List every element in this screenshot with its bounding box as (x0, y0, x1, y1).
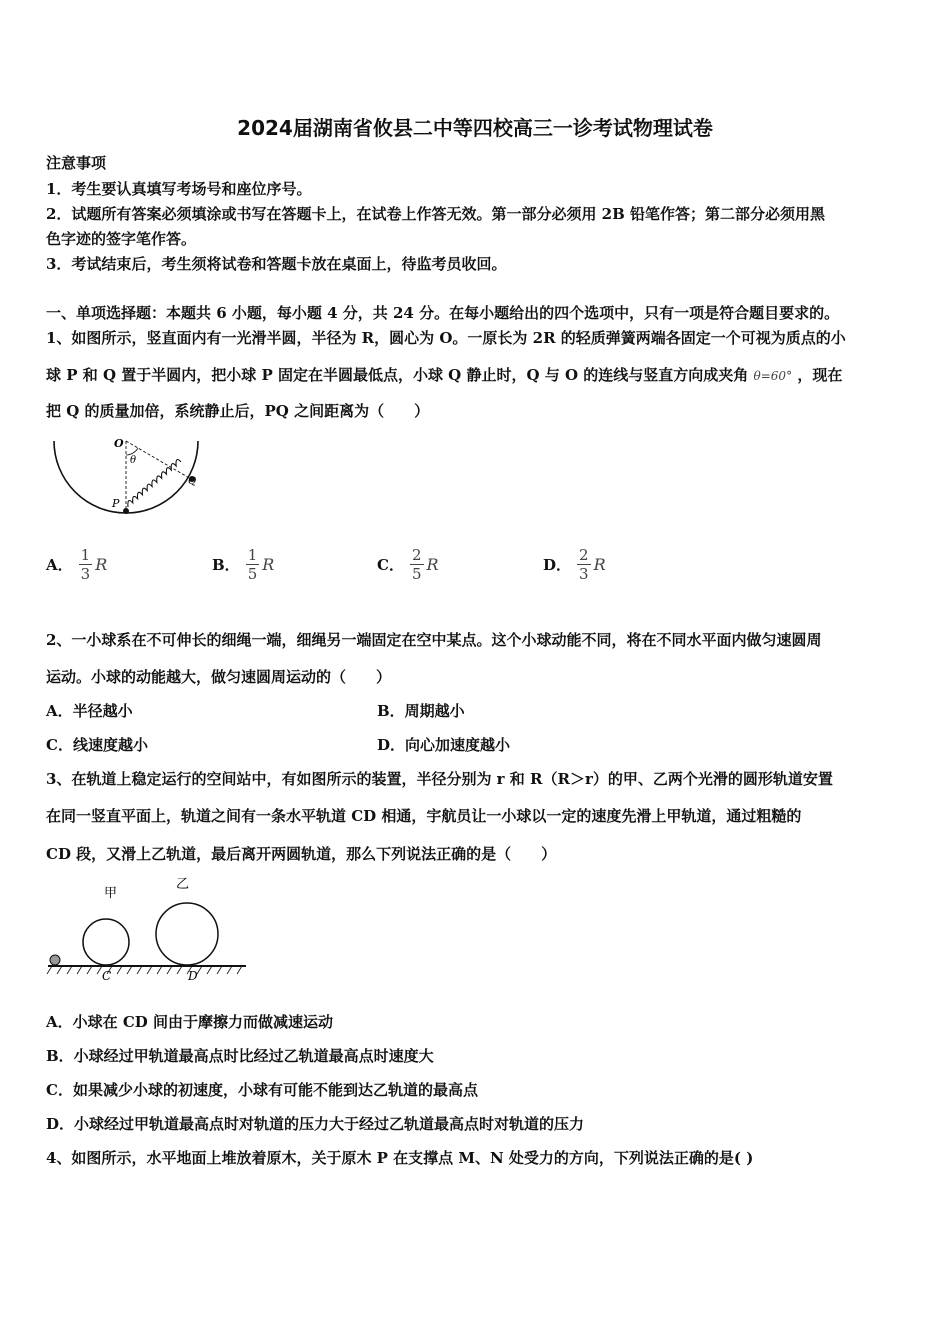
q3-option-d[interactable]: D．小球经过甲轨道最高点时对轨道的压力大于经过乙轨道最高点时对轨道的压力 (46, 1115, 585, 1133)
loop-jia (83, 919, 129, 965)
option-label: A． (46, 556, 73, 574)
q2-option-b[interactable]: B．周期越小 (377, 702, 465, 720)
fraction: $\frac{2}{5}$ (411, 546, 422, 583)
ball (50, 955, 60, 965)
notice-item: 色字迹的签字笔作答。 (46, 230, 197, 248)
q1-option-d[interactable] (543, 546, 606, 583)
question-4-line: 4、如图所示，水平地面上堆放着原木，关于原木 P 在支撑点 M、N 处受力的方向，下列说法正确的是( ) (46, 1149, 754, 1167)
angle-arc (126, 448, 138, 455)
fraction: $\frac{1}{3}$ (80, 546, 91, 583)
q3-option-b[interactable]: B．小球经过甲轨道最高点时比经过乙轨道最高点时速度大 (46, 1047, 434, 1065)
fraction: $\frac{1}{5}$ (247, 546, 258, 583)
label-q: Q (188, 476, 197, 487)
label-d: D (188, 969, 198, 983)
variable-r: R (593, 555, 606, 574)
q2-option-c[interactable]: C．线速度越小 (46, 736, 148, 754)
q1-option-c[interactable] (377, 546, 439, 583)
q2-option-a[interactable]: A．半径越小 (46, 702, 133, 720)
label-theta: θ (130, 455, 137, 466)
label-c: C (102, 969, 112, 983)
notice-item: 3．考试结束后，考生须将试卷和答题卡放在桌面上，待监考员收回。 (46, 255, 507, 273)
section-heading: 一、单项选择题：本题共 6 小题，每小题 4 分，共 24 分。在每小题给出的四个选项中，只有一项是符合题目要求的。 (46, 304, 840, 322)
question-1-text-end: ，现在 (797, 366, 843, 384)
q1-option-b[interactable] (212, 546, 274, 583)
option-label: C． (377, 556, 404, 574)
question-2-line: 运动。小球的动能越大，做匀速圆周运动的（ ） (46, 668, 392, 686)
label-p: P (112, 497, 120, 510)
question-1-line: 把 Q 的质量加倍，系统静止后，PQ 之间距离为（ ） (46, 402, 430, 420)
question-1-text: 球 P 和 Q 置于半圆内，把小球 P 固定在半圆最低点，小球 Q 静止时，Q 与 O 的连线与竖直方向成夹角 (46, 366, 749, 384)
q1-semicircle-figure (46, 433, 206, 518)
ground-hatching (47, 966, 242, 974)
question-3-line: 在同一竖直平面上，轨道之间有一条水平轨道 CD 相通，宇航员让一小球以一定的速度先滑上甲轨道，通过粗糙的 (46, 807, 802, 825)
question-2-line: 2、一小球系在不可伸长的细绳一端，细绳另一端固定在空中某点。这个小球动能不同，将在不同水平面内做匀速圆周 (46, 631, 822, 649)
notice-heading: 注意事项 (46, 154, 107, 172)
angle-value: θ=60° (753, 369, 793, 383)
loop-yi (156, 903, 218, 965)
question-3-line: CD 段，又滑上乙轨道，最后离开两圆轨道，那么下列说法正确的是（ ） (46, 845, 557, 863)
option-label: B． (212, 556, 240, 574)
question-1-line (46, 364, 842, 385)
fraction: $\frac{2}{3}$ (579, 546, 589, 583)
ball-p (123, 508, 129, 514)
variable-r: R (426, 555, 439, 574)
variable-r: R (262, 555, 275, 574)
q3-loop-track-figure (46, 870, 251, 985)
question-1-line: 1、如图所示，竖直面内有一光滑半圆，半径为 R，圆心为 O。一原长为 2R 的轻质弹簧两端各固定一个可视为质点的小 (46, 329, 846, 347)
label-yi: 乙 (176, 877, 190, 892)
q3-option-a[interactable]: A．小球在 CD 间由于摩擦力而做减速运动 (46, 1013, 334, 1031)
question-3-line: 3、在轨道上稳定运行的空间站中，有如图所示的装置，半径分别为 r 和 R（R＞r）的甲、乙两个光滑的圆形轨道安置 (46, 770, 833, 788)
label-jia: 甲 (104, 886, 118, 901)
notice-item: 2．试题所有答案必须填涂或书写在答题卡上，在试卷上作答无效。第一部分必须用 2B 铅笔作答；第二部分必须用黑 (46, 205, 826, 223)
q2-option-d[interactable]: D．向心加速度越小 (377, 736, 511, 754)
variable-r: R (95, 555, 108, 574)
exam-title: 2024届湖南省攸县二中等四校高三一诊考试物理试卷 (237, 116, 713, 140)
q3-option-c[interactable]: C．如果减少小球的初速度，小球有可能不能到达乙轨道的最高点 (46, 1081, 478, 1099)
label-o: O (114, 437, 124, 450)
option-label: D． (543, 556, 572, 574)
notice-item: 1．考生要认真填写考场号和座位序号。 (46, 180, 312, 198)
q1-option-a[interactable] (46, 546, 107, 583)
